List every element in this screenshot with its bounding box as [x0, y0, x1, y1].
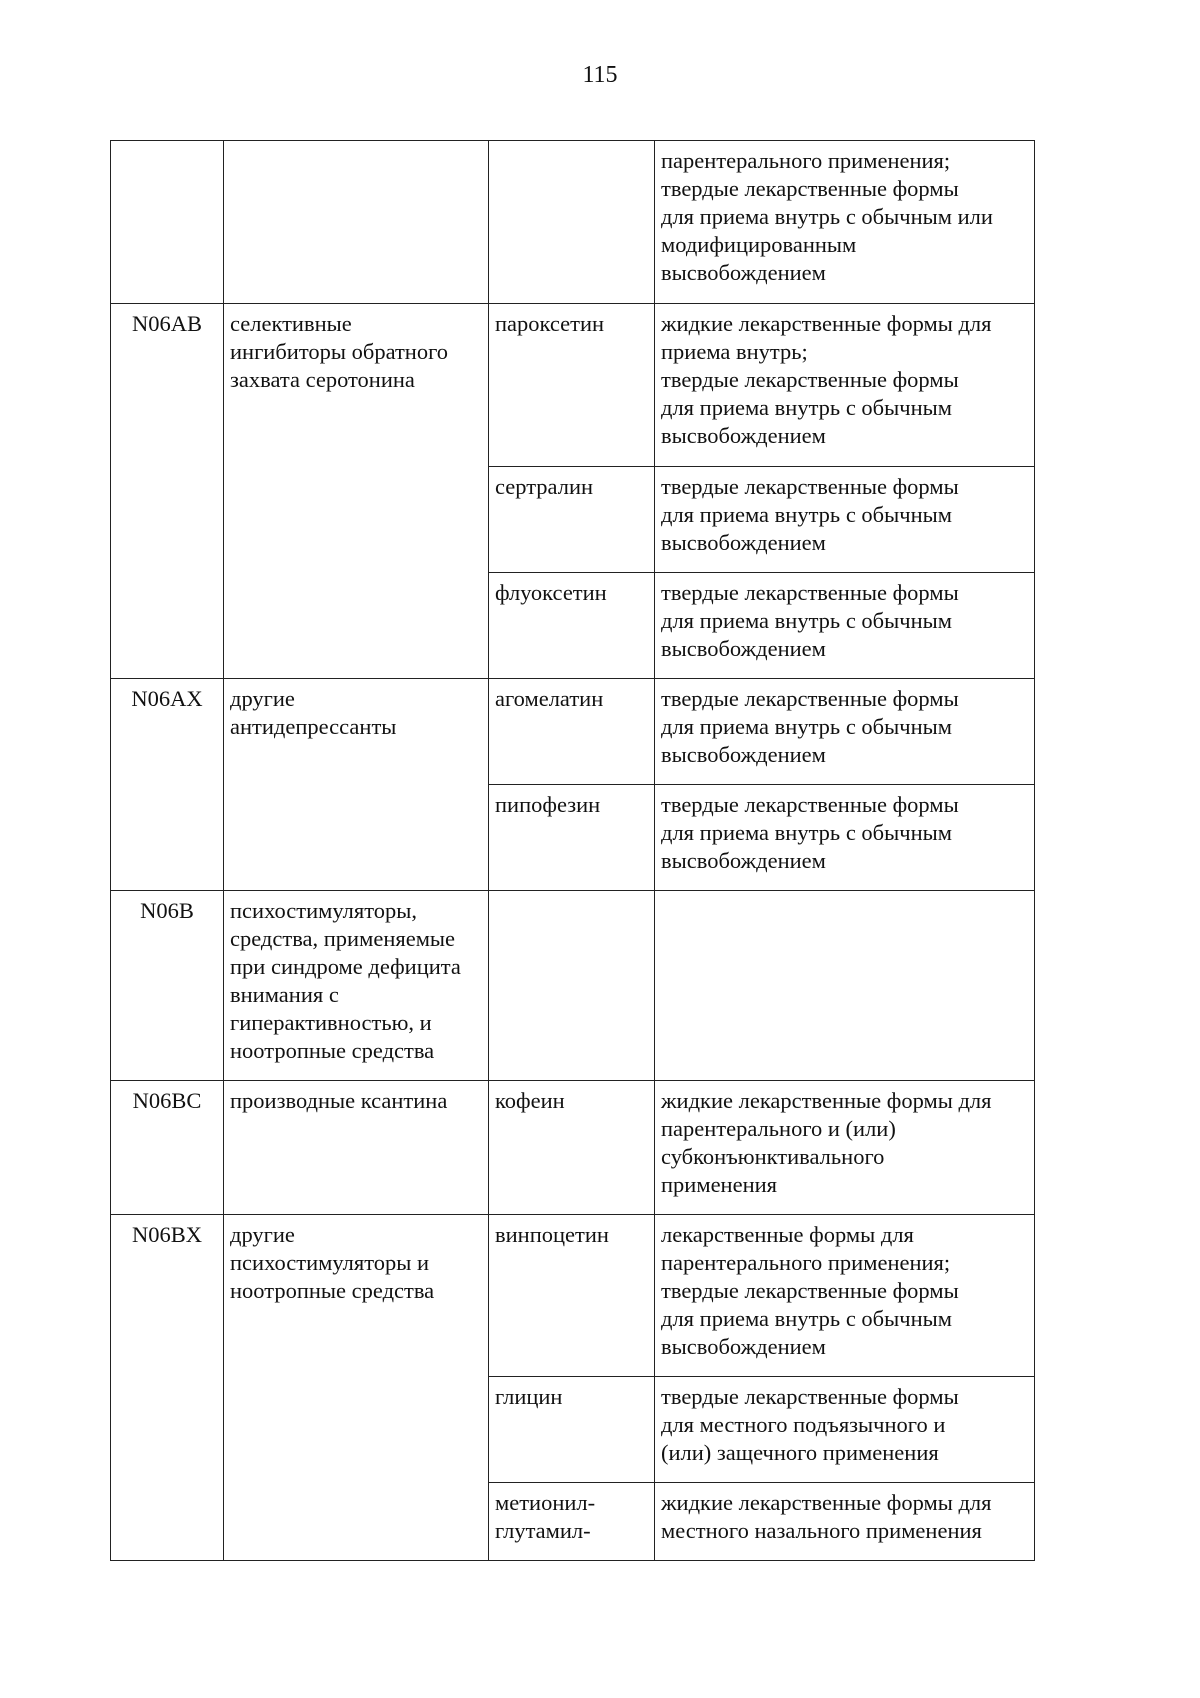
drug-name-line: флуоксетин: [495, 580, 607, 605]
dosage-forms-line: твердые лекарственные формы: [661, 474, 959, 499]
dosage-forms-line: высвобождением: [661, 260, 826, 285]
dosage-forms-line: для приема внутрь с обычным: [661, 1306, 952, 1331]
drug-name-cell: [489, 467, 655, 573]
atc-code-cell: N06BX: [111, 1215, 224, 1561]
drug-name-cell: [489, 679, 655, 785]
table-row: [111, 1215, 1035, 1377]
drug-name-line: пипофезин: [495, 792, 601, 817]
drug-name-cell: [489, 1215, 655, 1377]
dosage-forms-cell: [655, 1377, 1035, 1483]
drug-name-line: агомелатин: [495, 686, 604, 711]
dosage-forms-line: модифицированным: [661, 232, 857, 257]
dosage-forms-line: применения: [661, 1172, 778, 1197]
drug-table: [110, 140, 1035, 1561]
dosage-forms-line: для приема внутрь с обычным или: [661, 204, 993, 229]
atc-code-cell: N06AB: [111, 304, 224, 679]
dosage-forms-line: для местного подъязычного и: [661, 1412, 946, 1437]
dosage-forms-cell: [655, 1483, 1035, 1561]
group-name-line: средства, применяемые: [230, 926, 456, 951]
dosage-forms-line: высвобождением: [661, 742, 826, 767]
dosage-forms-line: для приема внутрь с обычным: [661, 502, 952, 527]
dosage-forms-line: для приема внутрь с обычным: [661, 608, 952, 633]
group-name-line: внимания с: [230, 982, 339, 1007]
group-name-line: антидепрессанты: [230, 714, 397, 739]
drug-name-cell: [489, 891, 655, 1081]
dosage-forms-line: местного назального применения: [661, 1518, 982, 1543]
group-name-cell: [224, 1215, 489, 1561]
dosage-forms-cell: [655, 304, 1035, 467]
group-name-line: захвата серотонина: [230, 367, 415, 392]
dosage-forms-line: жидкие лекарственные формы для: [661, 311, 992, 336]
drug-name-cell: [489, 141, 655, 304]
table-row: [111, 1081, 1035, 1215]
dosage-forms-line: твердые лекарственные формы: [661, 686, 959, 711]
dosage-forms-cell: [655, 573, 1035, 679]
atc-code-cell: N06B: [111, 891, 224, 1081]
dosage-forms-line: твердые лекарственные формы: [661, 1278, 959, 1303]
dosage-forms-cell: [655, 1215, 1035, 1377]
dosage-forms-cell: [655, 785, 1035, 891]
atc-code-cell: N06AX: [111, 679, 224, 891]
group-name-line: другие: [230, 686, 295, 711]
dosage-forms-cell: [655, 467, 1035, 573]
group-name-line: ноотропные средства: [230, 1278, 435, 1303]
group-name-cell: [224, 141, 489, 304]
dosage-forms-cell: [655, 891, 1035, 1081]
group-name-cell: [224, 891, 489, 1081]
dosage-forms-cell: [655, 1081, 1035, 1215]
table-row: [111, 679, 1035, 785]
dosage-forms-line: твердые лекарственные формы: [661, 580, 959, 605]
group-name-line: ноотропные средства: [230, 1038, 435, 1063]
drug-name-cell: [489, 1081, 655, 1215]
group-name-line: психостимуляторы,: [230, 898, 417, 923]
dosage-forms-line: для приема внутрь с обычным: [661, 395, 952, 420]
drug-name-cell: [489, 1483, 655, 1561]
dosage-forms-line: лекарственные формы для: [661, 1222, 914, 1247]
dosage-forms-line: твердые лекарственные формы: [661, 1384, 959, 1409]
dosage-forms-line: для приема внутрь с обычным: [661, 820, 952, 845]
dosage-forms-line: высвобождением: [661, 530, 826, 555]
dosage-forms-line: (или) защечного применения: [661, 1440, 939, 1465]
dosage-forms-line: высвобождением: [661, 1334, 826, 1359]
dosage-forms-line: парентерального и (или): [661, 1116, 896, 1141]
dosage-forms-line: твердые лекарственные формы: [661, 176, 959, 201]
drug-name-line: кофеин: [495, 1088, 565, 1113]
dosage-forms-line: высвобождением: [661, 423, 826, 448]
drug-name-line: глутамил-: [495, 1518, 591, 1543]
table-row: [111, 304, 1035, 467]
dosage-forms-line: жидкие лекарственные формы для: [661, 1088, 992, 1113]
group-name-line: ингибиторы обратного: [230, 339, 449, 364]
page-number: 115: [582, 62, 618, 88]
dosage-forms-line: для приема внутрь с обычным: [661, 714, 952, 739]
group-name-cell: [224, 1081, 489, 1215]
table-row: [111, 141, 1035, 304]
dosage-forms-line: парентерального применения;: [661, 148, 951, 173]
drug-name-line: глицин: [495, 1384, 563, 1409]
dosage-forms-line: субконъюнктивального: [661, 1144, 885, 1169]
drug-name-line: сертралин: [495, 474, 594, 499]
dosage-forms-line: твердые лекарственные формы: [661, 792, 959, 817]
dosage-forms-line: парентерального применения;: [661, 1250, 951, 1275]
atc-code-cell: N06BC: [111, 1081, 224, 1215]
dosage-forms-line: высвобождением: [661, 848, 826, 873]
drug-name-line: винпоцетин: [495, 1222, 609, 1247]
drug-name-line: метионил-: [495, 1490, 596, 1515]
dosage-forms-cell: [655, 141, 1035, 304]
atc-code-cell: [111, 141, 224, 304]
table-row: [111, 891, 1035, 1081]
drug-name-cell: [489, 573, 655, 679]
group-name-line: производные ксантина: [230, 1088, 448, 1113]
dosage-forms-line: приема внутрь;: [661, 339, 808, 364]
drug-name-line: пароксетин: [495, 311, 605, 336]
group-name-line: психостимуляторы и: [230, 1250, 430, 1275]
group-name-line: селективные: [230, 311, 352, 336]
group-name-line: другие: [230, 1222, 295, 1247]
dosage-forms-line: высвобождением: [661, 636, 826, 661]
drug-name-cell: [489, 304, 655, 467]
dosage-forms-cell: [655, 679, 1035, 785]
drug-name-cell: [489, 785, 655, 891]
group-name-line: гиперактивностью, и: [230, 1010, 432, 1035]
dosage-forms-line: жидкие лекарственные формы для: [661, 1490, 992, 1515]
drug-name-cell: [489, 1377, 655, 1483]
group-name-cell: [224, 679, 489, 891]
group-name-line: при синдроме дефицита: [230, 954, 461, 979]
dosage-forms-line: твердые лекарственные формы: [661, 367, 959, 392]
group-name-cell: [224, 304, 489, 679]
